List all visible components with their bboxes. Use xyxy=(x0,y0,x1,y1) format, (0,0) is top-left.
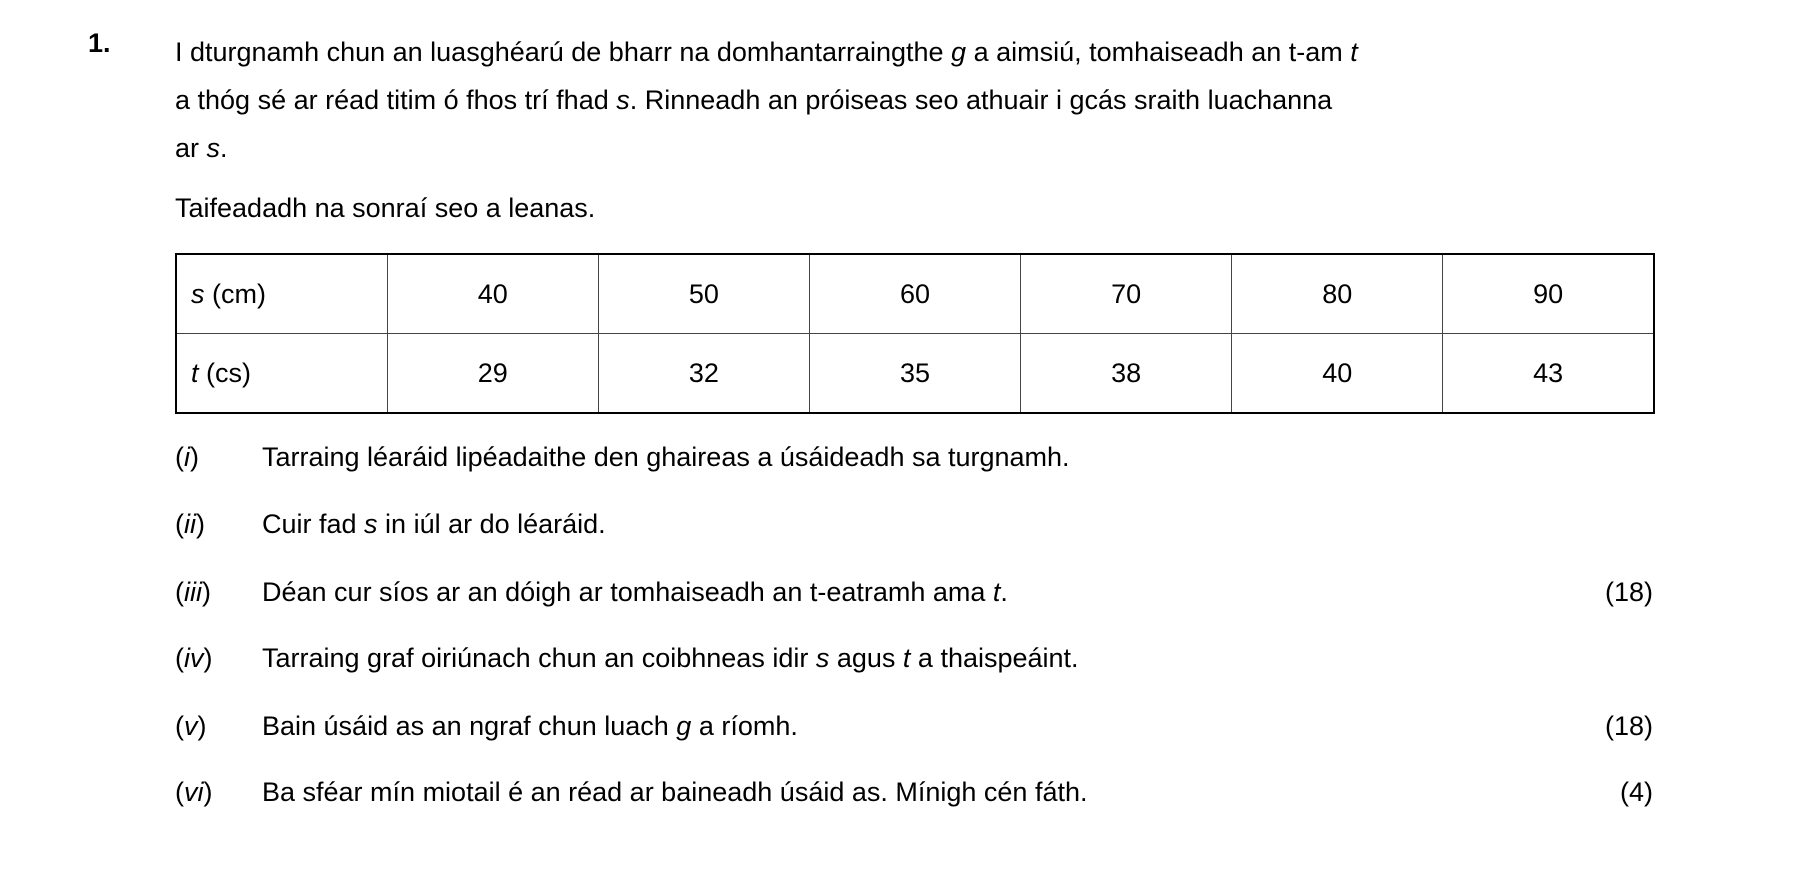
data-table xyxy=(175,253,1655,414)
part-label: (ii) xyxy=(175,509,205,539)
table-row xyxy=(176,254,1654,334)
variable: s xyxy=(364,509,378,539)
variable: s xyxy=(815,643,830,673)
text-segment: Tarraing graf oiriúnach chun an coibhneas idir xyxy=(262,643,816,673)
variable: s xyxy=(616,85,630,115)
text-segment: . xyxy=(220,133,228,163)
text-segment: a thaispeáint. xyxy=(910,643,1079,673)
marks: (18) xyxy=(1604,711,1653,741)
text-segment: in iúl ar do léaráid. xyxy=(377,509,606,539)
text-segment: ar xyxy=(175,133,207,163)
part-text xyxy=(262,643,1079,673)
table-cell: 32 xyxy=(598,334,809,414)
variable: t xyxy=(992,577,1001,607)
text-segment: a ríomh. xyxy=(691,711,798,741)
question-line xyxy=(175,76,1655,124)
part-label: (v) xyxy=(175,711,207,741)
part-number: vi xyxy=(184,777,204,807)
table-cell: 43 xyxy=(1443,334,1654,414)
text-segment: Cuir fad xyxy=(262,509,365,539)
text-segment: a thóg sé ar réad titim ó fhos trí fhad xyxy=(175,85,617,115)
table-cell: 29 xyxy=(387,334,598,414)
text-segment: Bain úsáid as an ngraf chun luach xyxy=(262,711,677,741)
question-line xyxy=(175,124,1655,172)
text-segment: a aimsiú, tomhaiseadh an t-am xyxy=(966,37,1351,67)
question-part xyxy=(175,711,798,742)
text-segment: Ba sféar mín miotail é an réad ar baineadh úsáid as. Mínigh cén fáth. xyxy=(262,777,1088,807)
marks: (4) xyxy=(1620,777,1653,807)
table-cell: 70 xyxy=(1021,254,1232,334)
text-segment: . Rinneadh an próiseas seo athuair i gcás sraith luachanna xyxy=(629,85,1333,115)
unit: (cs) xyxy=(198,357,251,388)
table-cell: 40 xyxy=(387,254,598,334)
variable: t xyxy=(191,357,199,388)
table-cell: 60 xyxy=(809,254,1020,334)
question-part xyxy=(175,442,1070,473)
text-segment: Déan cur síos ar an dóigh ar tomhaiseadh an t-eatramh ama xyxy=(262,577,993,607)
table-cell: 90 xyxy=(1443,254,1654,334)
text-segment: . xyxy=(1000,577,1008,607)
part-text xyxy=(262,777,1087,807)
question-text xyxy=(175,28,1655,172)
question-part xyxy=(175,509,606,540)
row-header xyxy=(176,334,387,414)
question-line xyxy=(175,28,1655,76)
table-cell: 50 xyxy=(598,254,809,334)
table-intro: Taifeadadh na sonraí seo a leanas. xyxy=(175,193,596,223)
unit: (cm) xyxy=(204,278,266,309)
variable: t xyxy=(902,643,911,673)
part-text xyxy=(262,577,1008,607)
part-number: ii xyxy=(184,509,196,539)
table-cell: 40 xyxy=(1232,334,1443,414)
variable: s xyxy=(206,133,221,163)
part-number: i xyxy=(184,442,190,472)
question-part xyxy=(175,777,1087,808)
text-segment: I dturgnamh chun an luasghéarú de bharr na domhantarraingthe xyxy=(175,37,952,67)
text-segment: Tarraing léaráid lipéadaithe den ghaireas a úsáideadh sa turgnamh. xyxy=(262,442,1070,472)
part-number: iv xyxy=(184,643,204,673)
part-label: (iii) xyxy=(175,577,211,607)
part-label: (iv) xyxy=(175,643,213,673)
part-label: (vi) xyxy=(175,777,213,807)
table-cell: 35 xyxy=(809,334,1020,414)
part-number: iii xyxy=(184,577,202,607)
row-header xyxy=(176,254,387,334)
part-label: (i) xyxy=(175,442,199,472)
table-row xyxy=(176,334,1654,414)
part-text xyxy=(262,711,798,741)
question-part xyxy=(175,643,1079,674)
table-cell: 38 xyxy=(1021,334,1232,414)
text-segment: agus xyxy=(829,643,903,673)
part-text xyxy=(262,442,1070,472)
variable: t xyxy=(1350,37,1358,67)
table-cell: 80 xyxy=(1232,254,1443,334)
variable: g xyxy=(951,37,967,67)
part-number: v xyxy=(184,711,198,741)
question-number: 1. xyxy=(88,28,111,58)
part-text xyxy=(262,509,606,539)
variable: s xyxy=(191,278,205,309)
marks: (18) xyxy=(1604,577,1653,607)
question-part xyxy=(175,577,1008,608)
variable: g xyxy=(676,711,692,741)
